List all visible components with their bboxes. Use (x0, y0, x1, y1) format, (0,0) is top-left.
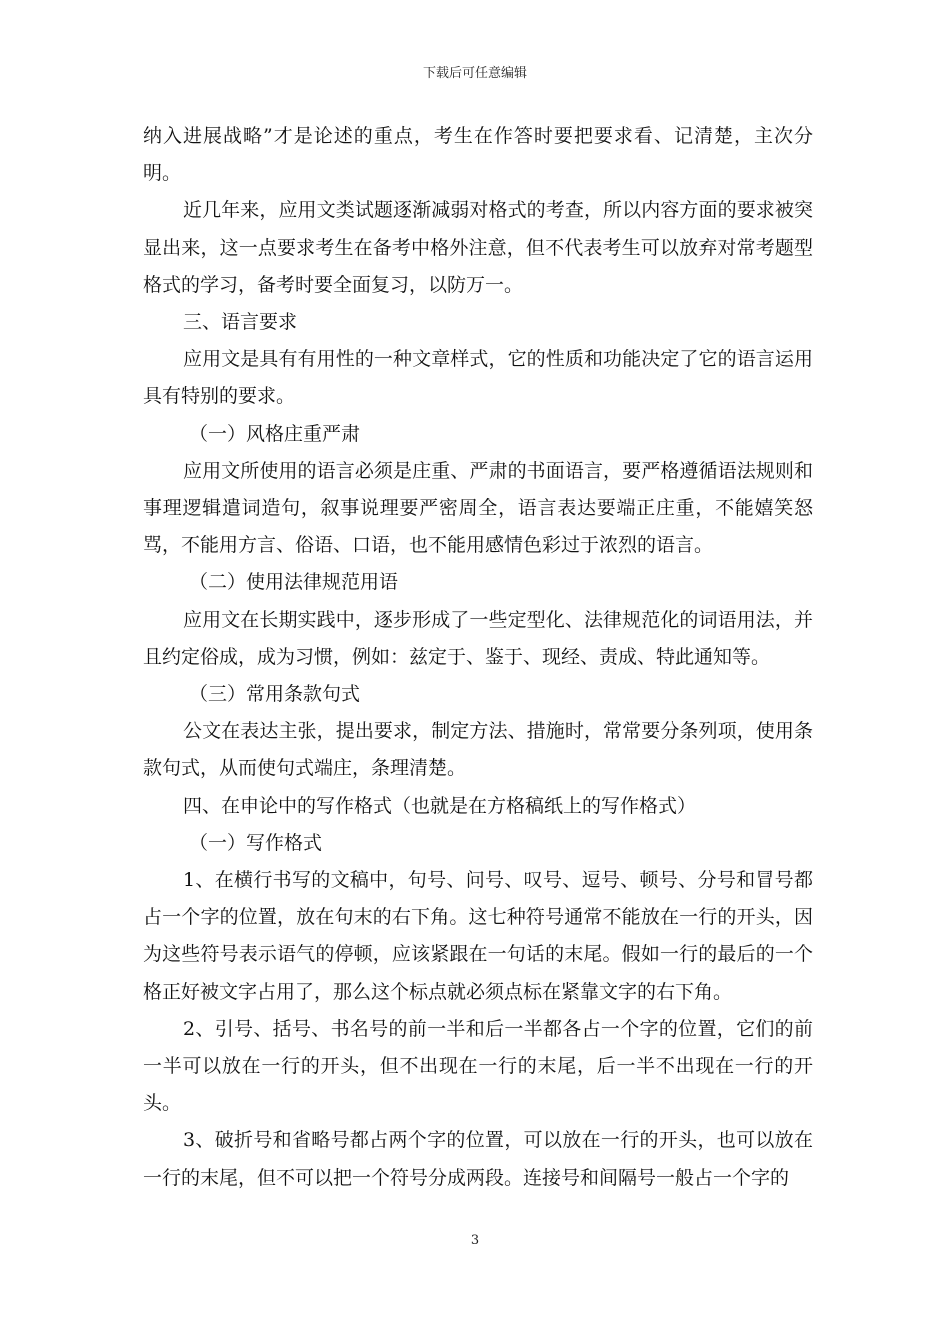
subheading-legal-terms: （二）使用法律规范用语 (189, 571, 399, 594)
subheading-style: （一）风格庄重严肃 (189, 422, 361, 445)
page-header: 下载后可任意编辑 (422, 66, 527, 81)
subheading-writing-format: （一）写作格式 (189, 831, 323, 854)
paragraph-continuation: 纳入进展战略”才是论述的重点，考生在作答时要把要求看、记清楚，主次分明。 (143, 125, 813, 185)
paragraph: 应用文是具有有用性的一种文章样式，它的性质和功能决定了它的语言运用具有特别的要求。 (143, 348, 813, 408)
paragraph: 公文在表达主张，提出要求，制定方法、措施时，常常要分条列项，使用条款句式，从而使句式端庄，条理清楚。 (143, 720, 813, 780)
page-number: 3 (470, 1233, 480, 1248)
paragraph-rule-2: 2、引号、括号、书名号的前一半和后一半都各占一个字的位置，它们的前一半可以放在一行的开头，但不出现在一行的末尾，后一半不出现在一行的开头。 (143, 1017, 813, 1115)
section-heading-format: 四、在申论中的写作格式（也就是在方格稿纸上的写作格式） (183, 794, 697, 817)
paragraph-rule-3: 3、破折号和省略号都占两个字的位置，可以放在一行的开头，也可以放在一行的末尾，但不可以把一个符号分成两段。连接号和间隔号一般占一个字的 (143, 1129, 813, 1189)
document-body (143, 118, 813, 1197)
paragraph: 近几年来，应用文类试题逐渐减弱对格式的考查，所以内容方面的要求被突显出来，这一点要求考生在备考中格外注意，但不代表考生可以放弃对常考题型格式的学习，备考时要全面复习，以防万一。 (143, 199, 813, 296)
paragraph: 应用文在长期实践中，逐步形成了一些定型化、法律规范化的词语用法，并且约定俗成，成为习惯，例如：兹定于、鉴于、现经、责成、特此通知等。 (143, 608, 813, 668)
paragraph: 应用文所使用的语言必须是庄重、严肃的书面语言，要严格遵循语法规则和事理逻辑遣词造句，叙事说理要严密周全，语言表达要端正庄重，不能嬉笑怒骂，不能用方言、俗语、口语，也不能用感情色彩过于浓烈的语言。 (143, 459, 813, 557)
subheading-clauses: （三）常用条款句式 (189, 683, 361, 706)
section-heading-language: 三、语言要求 (183, 311, 298, 334)
paragraph-rule-1: 1、在横行书写的文稿中，句号、问号、叹号、逗号、顿号、分号和冒号都占一个字的位置，放在句末的右下角。这七种符号通常不能放在一行的开头，因为这些符号表示语气的停顿，应该紧跟在一句话的末尾。假如一行的最后的一个格正好被文字占用了，那么这个标点就必须点标在紧靠文字的右下角。 (143, 869, 813, 1003)
